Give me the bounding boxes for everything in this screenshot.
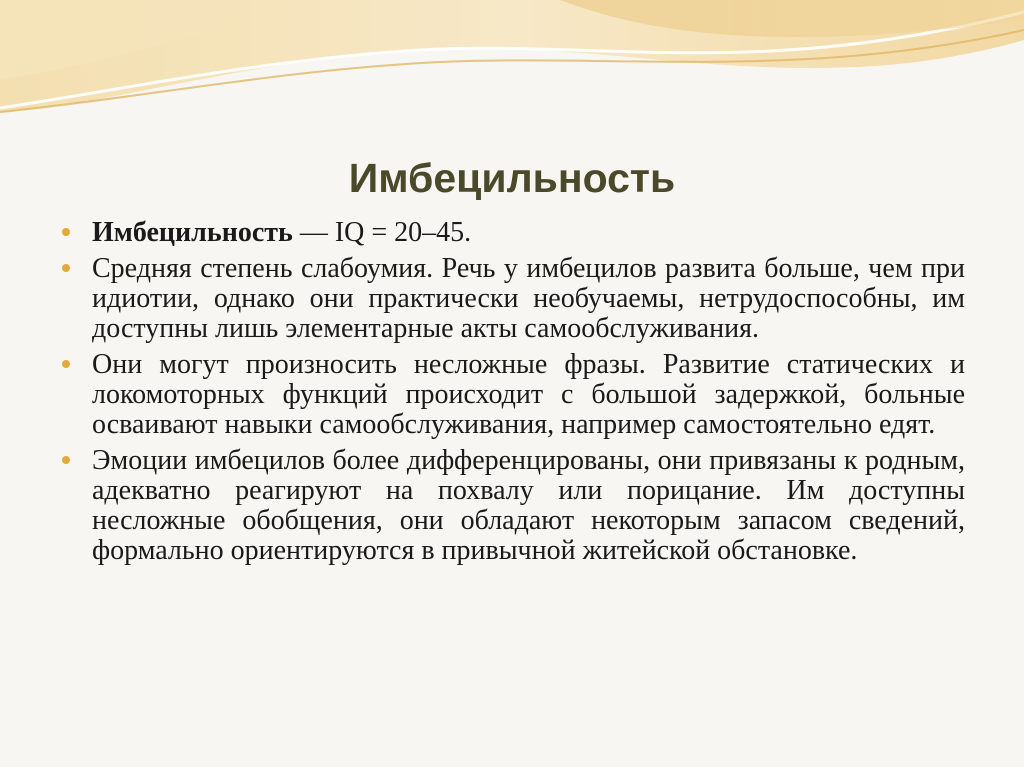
bullet-text: Они могут произносить несложные фразы. Развитие статических и локомоторных функций происходит с большой задержкой, больные осваивают навыки самообслуживания, например самостоятельно едят. [92,349,965,440]
bullet-term: Имбецильность [92,217,293,248]
bullet-dot-icon [62,228,70,236]
bullet-dot-icon [62,456,70,464]
slide-title: Имбецильность [348,155,676,201]
bullet-item [62,254,965,344]
bullet-text: — IQ = 20–45. [292,217,472,248]
bullet-dot-icon [62,264,70,272]
bullet-list [62,218,965,572]
decorative-wave-header [0,0,1024,130]
bullet-item [62,350,965,440]
bullet-item [62,446,965,566]
bullet-text: Эмоции имбецилов более дифференцированы, они привязаны к родным, адекватно реагируют на похвалу или порицание. Им доступны несложные обобщения, они обладают некоторым запасом сведений, формально ориентируются в привычной житейской обстановке. [92,445,965,566]
bullet-text: Средняя степень слабоумия. Речь у имбецилов развита больше, чем при идиотии, однако они практически необучаемы, нетрудоспособны, им доступны лишь элементарные акты самообслуживания. [92,253,965,344]
bullet-dot-icon [62,360,70,368]
bullet-item [62,218,965,248]
